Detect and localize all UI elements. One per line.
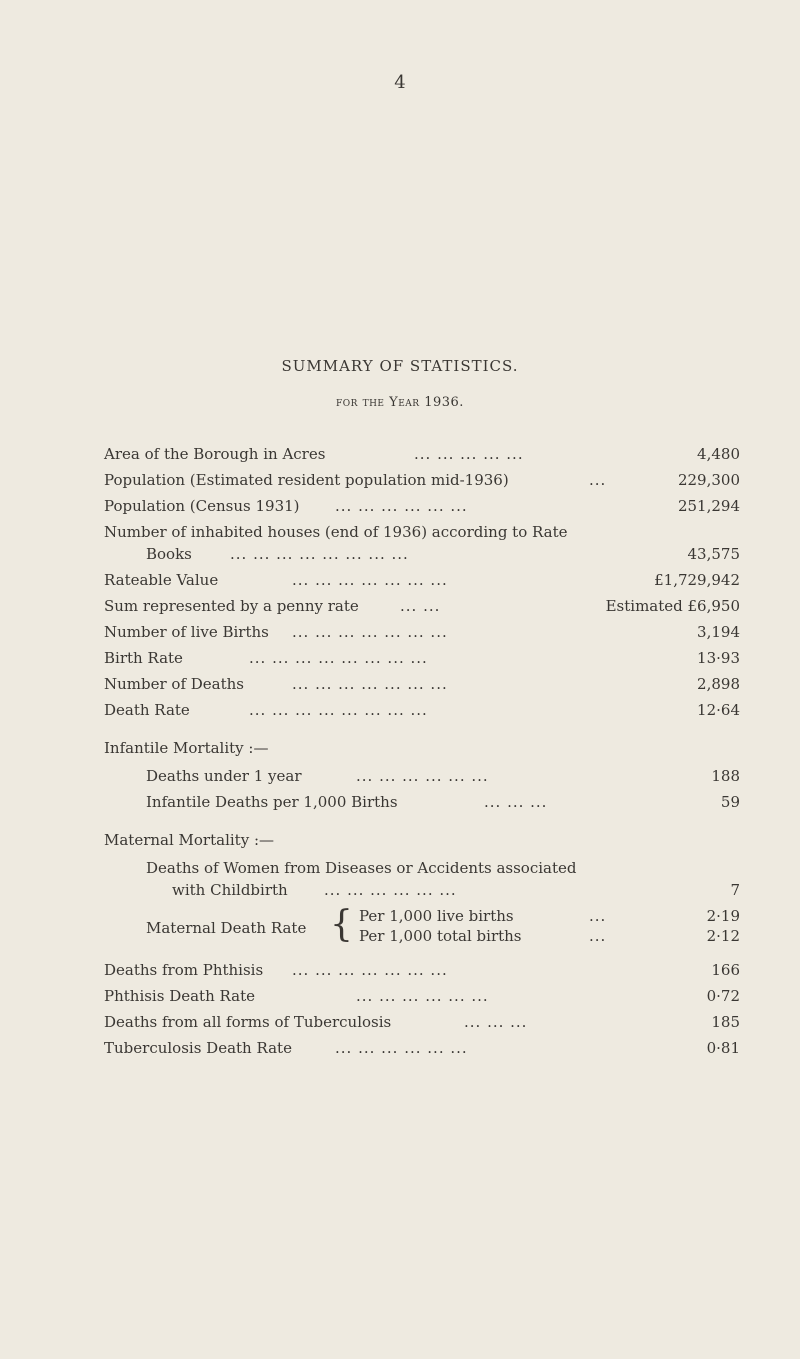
stat-row-death-rate: [104, 699, 740, 721]
stat-row-houses-line1: [104, 521, 740, 543]
stat-label: Deaths from all forms of Tuberculosis: [104, 1013, 392, 1031]
stat-value: 2,898: [697, 675, 740, 693]
stat-label: Population (Estimated resident population mid-1936): [104, 471, 509, 489]
stat-row-deaths: [104, 673, 740, 695]
stat-label: Number of live Births: [104, 623, 269, 641]
leader-dots: ...: [589, 471, 607, 489]
stat-row-childbirth-deaths: [172, 879, 740, 901]
stat-label: Deaths under 1 year: [146, 767, 302, 785]
stat-value: 188: [711, 767, 740, 785]
stat-row-penny-rate: [104, 595, 740, 617]
stat-row-birth-rate: [104, 647, 740, 669]
stat-label: with Childbirth: [172, 881, 288, 899]
stat-row-tb-rate: [104, 1037, 740, 1059]
maternal-heading: [104, 829, 740, 851]
stat-value: 12·64: [697, 701, 740, 719]
stat-label: Death Rate: [104, 701, 190, 719]
leader-dots: ... ... ...: [484, 793, 548, 811]
maternal-rate-label: Maternal Death Rate: [146, 919, 307, 937]
leader-dots: ... ... ... ... ... ...: [335, 497, 468, 515]
leader-dots: ... ... ... ... ... ... ...: [292, 675, 448, 693]
stat-value: 185: [711, 1013, 740, 1031]
stat-value: 3,194: [697, 623, 740, 641]
stat-value: 229,300: [677, 471, 740, 489]
stat-row-phthisis-deaths: [104, 959, 740, 981]
subtitle-year: 1936.: [424, 395, 464, 410]
stat-label: Infantile Deaths per 1,000 Births: [146, 793, 398, 811]
leader-dots: ... ... ... ... ... ... ... ...: [230, 545, 409, 563]
stat-label: Per 1,000 total births: [359, 927, 522, 945]
stat-row-rateable-value: [104, 569, 740, 591]
stat-label: Rateable Value: [104, 571, 219, 589]
section-heading: Infantile Mortality :—: [104, 739, 269, 757]
leader-dots: ...: [589, 907, 607, 925]
stat-row-tb-deaths: [104, 1011, 740, 1033]
leader-dots: ...: [589, 927, 607, 945]
subtitle-year-label: Year: [389, 395, 420, 410]
stat-row-deaths-under-1: [146, 765, 740, 787]
stat-value: 59: [720, 793, 740, 811]
stat-row-population-census: [104, 495, 740, 517]
stat-value: £1,729,942: [654, 571, 740, 589]
leader-dots: ... ... ... ... ...: [414, 445, 524, 463]
stat-value: 0·81: [706, 1039, 740, 1057]
stat-value: 251,294: [677, 497, 740, 515]
stat-label: Deaths of Women from Diseases or Accidents associated: [146, 859, 577, 877]
stat-value: Estimated £6,950: [605, 597, 740, 615]
leader-dots: ... ... ... ... ... ...: [335, 1039, 468, 1057]
stat-value: 166: [711, 961, 740, 979]
stat-label: Sum represented by a penny rate: [104, 597, 359, 615]
stat-label: Per 1,000 live births: [359, 907, 514, 925]
leader-dots: ... ... ... ... ... ...: [324, 881, 457, 899]
stat-value: 13·93: [697, 649, 740, 667]
stat-row-area: [104, 443, 740, 465]
leader-dots: ... ... ... ... ... ... ...: [292, 961, 448, 979]
leader-dots: ... ... ... ... ... ... ... ...: [249, 701, 428, 719]
infantile-heading: [104, 737, 740, 759]
section-heading: Maternal Mortality :—: [104, 831, 274, 849]
stat-label: Phthisis Death Rate: [104, 987, 255, 1005]
leader-dots: ... ... ...: [464, 1013, 528, 1031]
leader-dots: ... ... ... ... ... ... ... ...: [249, 649, 428, 667]
subtitle-prefix: for the: [336, 395, 385, 410]
stat-value: 0·72: [706, 987, 740, 1005]
page-title: SUMMARY OF STATISTICS.: [281, 357, 519, 375]
stat-value: 2·19: [706, 907, 740, 925]
stat-row-per-live-births: [359, 906, 740, 926]
leader-dots: ... ... ... ... ... ... ...: [292, 623, 448, 641]
stat-row-phthisis-rate: [104, 985, 740, 1007]
stat-label: Population (Census 1931): [104, 497, 300, 515]
stat-value: 43,575: [687, 545, 740, 563]
stat-value: 7: [730, 881, 740, 899]
stat-row-per-total-births: [359, 926, 740, 946]
leader-dots: ... ... ... ... ... ...: [356, 987, 489, 1005]
stat-row-population-estimated: [104, 469, 740, 491]
stat-value: 2·12: [706, 927, 740, 945]
stat-label: Birth Rate: [104, 649, 183, 667]
stat-label: Number of Deaths: [104, 675, 245, 693]
stat-row-infantile-per-1000: [146, 791, 740, 813]
stat-label: Tuberculosis Death Rate: [104, 1039, 292, 1057]
leader-dots: ... ...: [400, 597, 441, 615]
brace-icon: {: [330, 904, 353, 945]
stat-label: Number of inhabited houses (end of 1936) according to Rate: [104, 523, 568, 541]
stat-row-live-births: [104, 621, 740, 643]
stat-value: 4,480: [697, 445, 740, 463]
stat-row-women-line1: [146, 857, 740, 879]
leader-dots: ... ... ... ... ... ... ...: [292, 571, 448, 589]
stat-row-houses: [146, 543, 740, 565]
page-number: 4: [394, 72, 406, 93]
stat-label: Deaths from Phthisis: [104, 961, 264, 979]
leader-dots: ... ... ... ... ... ...: [356, 767, 489, 785]
stat-label: Books: [146, 545, 192, 563]
stat-label: Area of the Borough in Acres: [104, 445, 326, 463]
page-subtitle: [0, 395, 800, 410]
